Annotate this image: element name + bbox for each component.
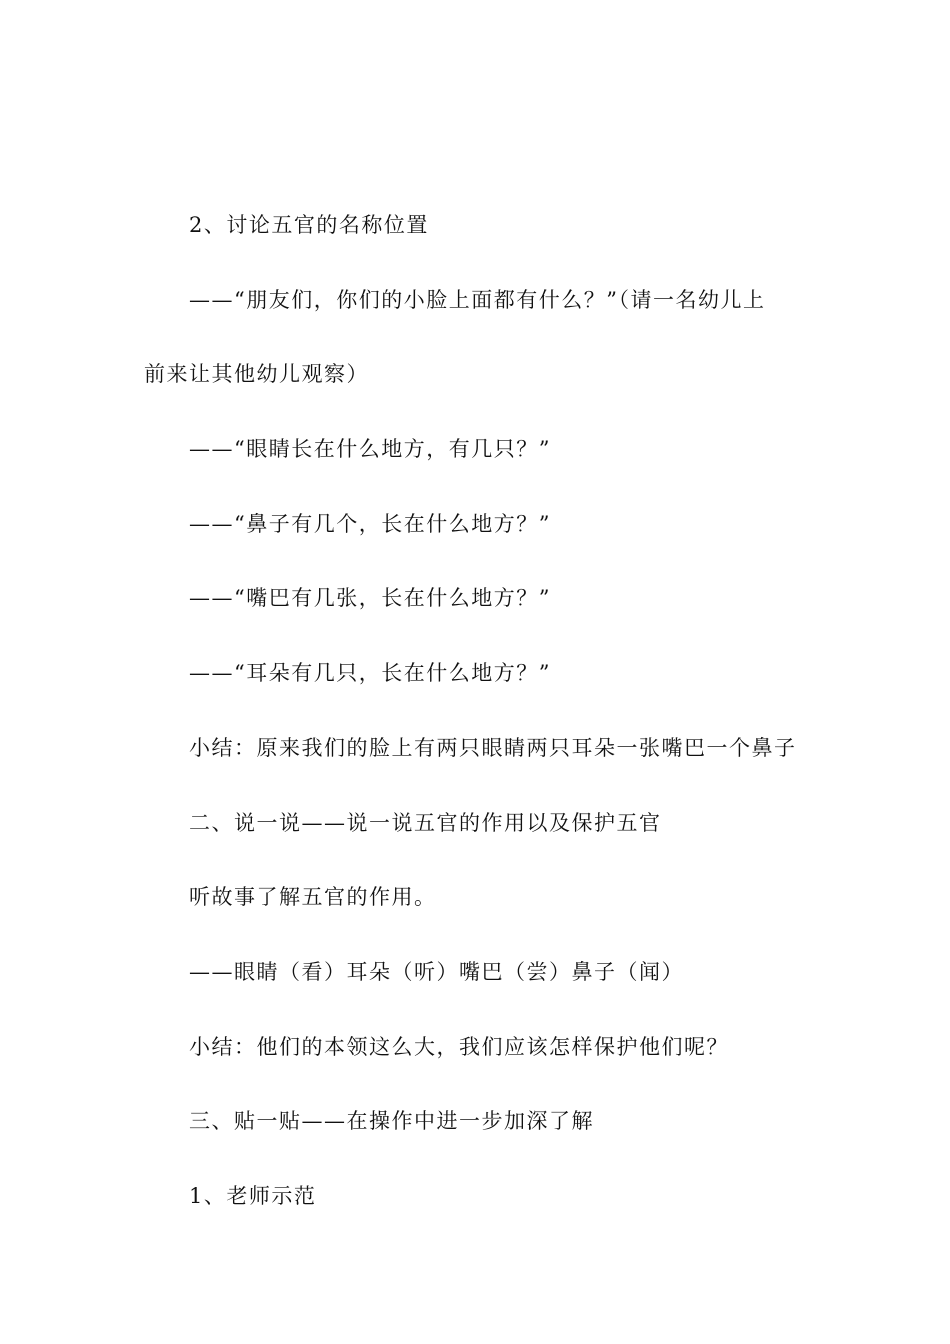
question-line-eyes: ——“眼睛长在什么地方，有几只？” bbox=[189, 437, 551, 461]
question-line-mouth: ——“嘴巴有几张，长在什么地方？” bbox=[189, 586, 551, 610]
section-heading-say: 二、说一说——说一说五官的作用以及保护五官 bbox=[189, 811, 662, 835]
functions-line: ——眼睛（看）耳朵（听）嘴巴（尝）鼻子（闻） bbox=[189, 960, 684, 984]
step-line-teacher-demo: 1、老师示范 bbox=[189, 1184, 317, 1208]
question-line-ears: ——“耳朵有几只，长在什么地方？” bbox=[189, 661, 551, 685]
question-line-face: ——“朋友们，你们的小脸上面都有什么？”（请一名幼儿上 bbox=[189, 288, 766, 312]
section-heading-paste: 三、贴一贴——在操作中进一步加深了解 bbox=[189, 1109, 594, 1133]
question-line-nose: ——“鼻子有几个，长在什么地方？” bbox=[189, 512, 551, 536]
summary-line-2: 小结：他们的本领这么大，我们应该怎样保护他们呢？ bbox=[189, 1035, 729, 1059]
question-line-face-continued: 前来让其他幼儿观察） bbox=[144, 362, 369, 386]
section-heading-discuss-features: 2、讨论五官的名称位置 bbox=[189, 213, 429, 237]
story-line: 听故事了解五官的作用。 bbox=[189, 885, 437, 909]
summary-line-1: 小结：原来我们的脸上有两只眼睛两只耳朵一张嘴巴一个鼻子 bbox=[189, 736, 797, 760]
